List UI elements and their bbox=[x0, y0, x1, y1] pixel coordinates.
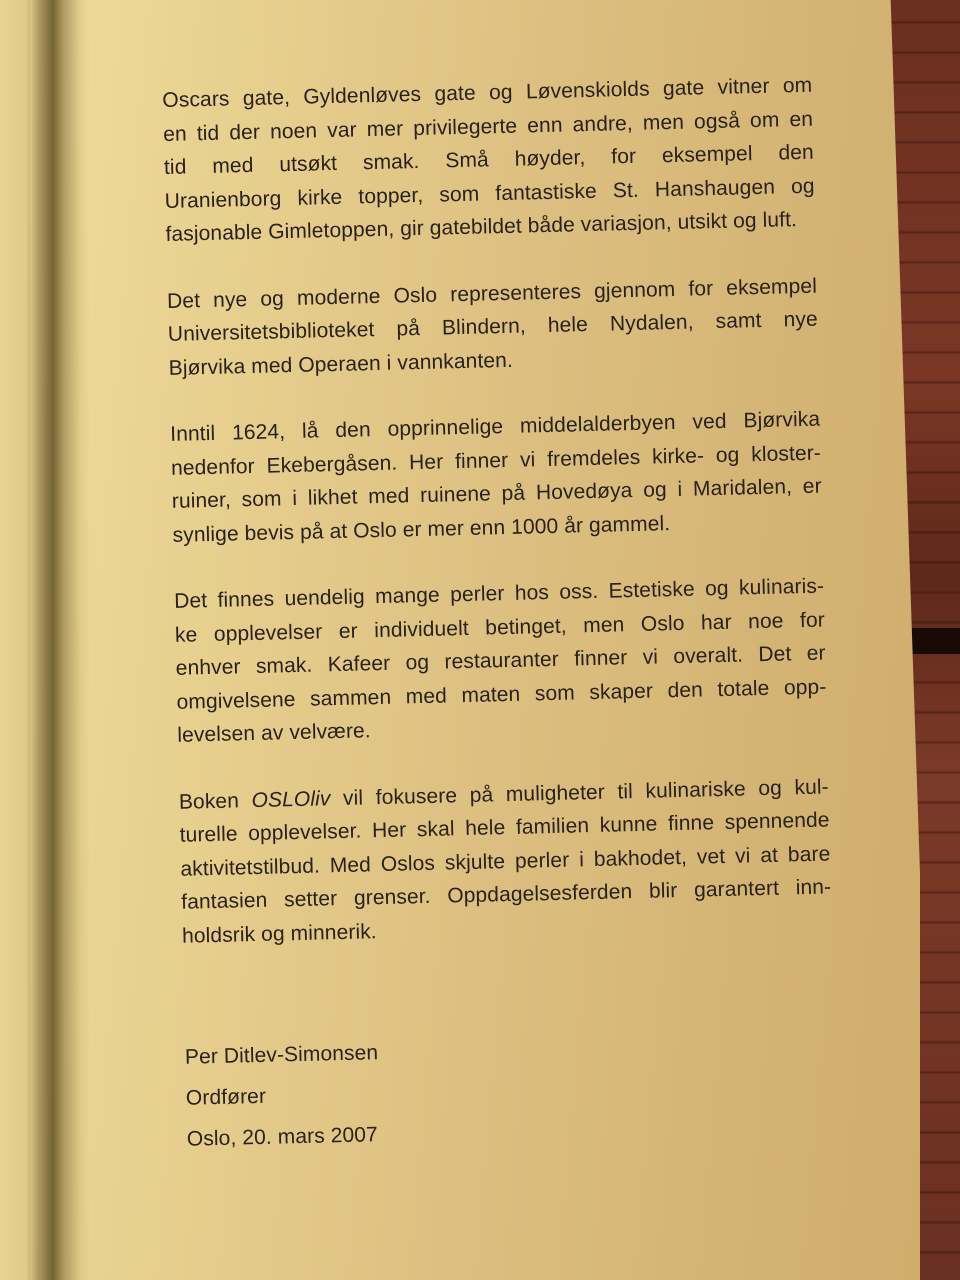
text-line: Uranienborg kirke topper, som fantastiske St. Hanshaugen og bbox=[164, 174, 815, 213]
text-fragment: vil fokusere på muligheter til kulinariske og kul- bbox=[330, 774, 830, 810]
paragraph-5 bbox=[179, 770, 833, 953]
text-line: omgivelsene sammen med maten som skaper den totale opp- bbox=[176, 675, 827, 714]
book-title: OSLOliv bbox=[251, 786, 331, 812]
paragraph-3 bbox=[170, 403, 823, 552]
paragraph-2 bbox=[167, 269, 819, 385]
signatory-title: Ordfører bbox=[185, 1084, 267, 1110]
text-line: Oscars gate, Gyldenløves gate og Løvenskiolds gate vitner om bbox=[162, 73, 813, 112]
text-line: holdsrik og minnerik. bbox=[181, 919, 377, 948]
text-line: Det finnes uendelig mange perler hos oss. Estetiske og kulinaris- bbox=[173, 574, 825, 613]
text-line: Inntil 1624, lå den opprinnelige middelalderbyen ved Bjørvika bbox=[169, 407, 821, 446]
paragraph-1 bbox=[162, 69, 816, 252]
text-line: ruiner, som i likhet med ruinene på Hovedøya og i Maridalen, er bbox=[171, 474, 822, 513]
text-line: Universitetsbiblioteket på Blindern, hele Nydalen, samt nye bbox=[167, 307, 818, 346]
text-line: Bjørvika med Operaen i vannkanten. bbox=[168, 348, 514, 380]
text-line: levelsen av velvære. bbox=[177, 719, 371, 747]
text-line: en tid der noen var mer privilegerte enn andre, men også om en bbox=[162, 107, 814, 146]
text-line: fantasien setter grenser. Oppdagelsesferden blir garantert inn- bbox=[181, 875, 832, 914]
signature-block bbox=[184, 1021, 837, 1159]
paragraph-4 bbox=[174, 570, 828, 753]
text-line: tid med utsøkt smak. Små høyder, for eksempel den bbox=[163, 140, 815, 179]
signature-place-date: Oslo, 20. mars 2007 bbox=[186, 1123, 379, 1151]
page-text bbox=[162, 69, 837, 1160]
text-line: turelle opplevelser. Her skal hele familien kunne finne spennende bbox=[179, 808, 830, 847]
text-line: fasjonable Gimletoppen, gir gatebildet både variasjon, utsikt og luft. bbox=[165, 208, 798, 246]
text-line: aktivitetstilbud. Med Oslos skjulte perler i bakhodet, vet vi at bare bbox=[180, 841, 831, 881]
book-spine-shadow bbox=[26, 0, 90, 1280]
text-line: ke opplevelser er individuelt betinget, men Oslo har noe for bbox=[174, 608, 826, 647]
text-line: enhver smak. Kafeer og restauranter finner vi overalt. Det er bbox=[175, 641, 826, 680]
text-fragment: Boken bbox=[178, 788, 252, 814]
text-line: Det nye og moderne Oslo representeres gjennom for eksempel bbox=[166, 274, 818, 313]
text-line: synlige bevis på at Oslo er mer enn 1000 år gammel. bbox=[172, 511, 671, 547]
signatory-name: Per Ditlev-Simonsen bbox=[184, 1041, 379, 1069]
text-line: nedenfor Ekebergåsen. Her finner vi fremdeles kirke- og kloster- bbox=[170, 441, 822, 480]
